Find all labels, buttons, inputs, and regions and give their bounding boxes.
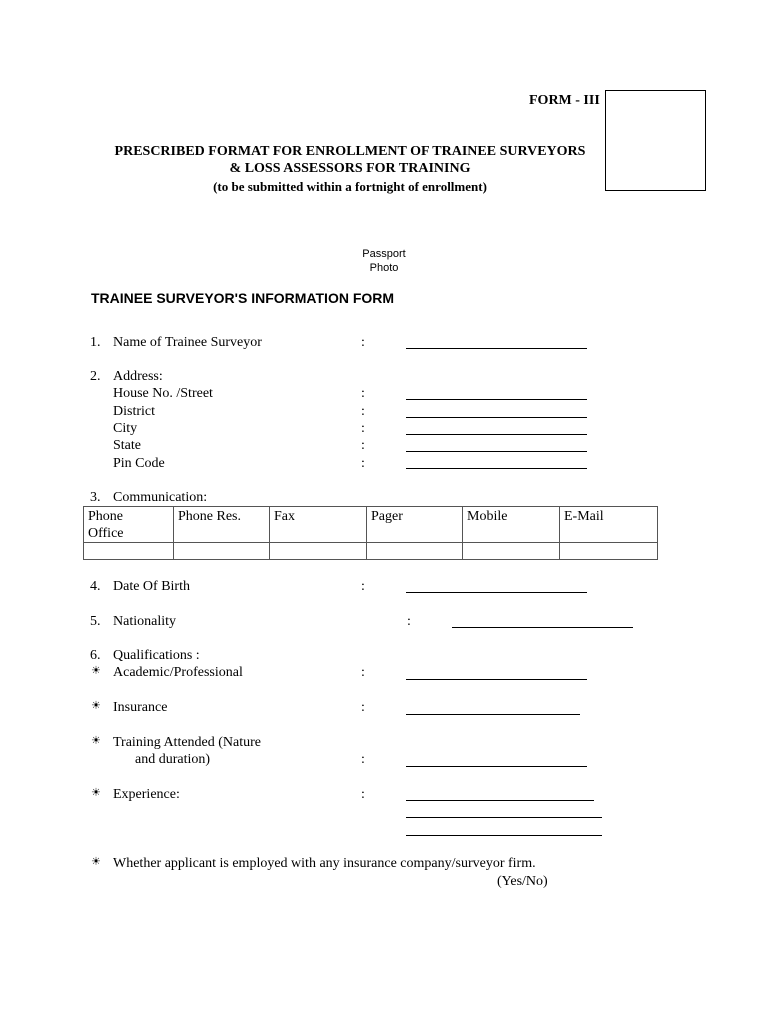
item-number-2: 2. — [90, 369, 101, 384]
yes-no-option[interactable]: (Yes/No) — [497, 874, 548, 889]
name-field[interactable] — [406, 348, 587, 349]
phone-office-cell[interactable] — [84, 543, 174, 560]
experience-field-line2[interactable] — [406, 817, 602, 818]
item-number-4: 4. — [90, 579, 101, 594]
pager-cell[interactable] — [367, 543, 463, 560]
nationality-label: Nationality — [113, 614, 176, 629]
training-label-line2: and duration) — [135, 752, 211, 767]
house-street-label: House No. /Street — [113, 386, 213, 401]
training-field[interactable] — [406, 766, 587, 767]
column-fax: Fax — [270, 507, 367, 543]
phone-res-cell[interactable] — [174, 543, 270, 560]
form-subtitle: (to be submitted within a fortnight of enrollment) — [213, 179, 487, 194]
city-label: City — [113, 421, 138, 436]
bullet-icon: ☀ — [91, 665, 101, 677]
mobile-cell[interactable] — [463, 543, 560, 560]
communication-table — [83, 506, 658, 560]
item-number-5: 5. — [90, 614, 101, 629]
colon: : — [361, 421, 365, 436]
colon: : — [361, 386, 365, 401]
column-phone-res: Phone Res. — [174, 507, 270, 543]
column-pager: Pager — [367, 507, 463, 543]
address-label: Address: — [113, 369, 163, 384]
district-field[interactable] — [406, 417, 587, 418]
insurance-field[interactable] — [406, 714, 580, 715]
qualifications-label: Qualifications : — [113, 648, 200, 663]
colon: : — [361, 752, 365, 767]
academic-field[interactable] — [406, 679, 587, 680]
experience-field-line3[interactable] — [406, 835, 602, 836]
experience-label: Experience: — [113, 787, 180, 802]
colon: : — [361, 404, 365, 419]
table-row — [84, 543, 658, 560]
pin-code-label: Pin Code — [113, 456, 165, 471]
employment-question: Whether applicant is employed with any insurance company/surveyor firm. — [113, 856, 536, 871]
colon: : — [361, 438, 365, 453]
item-number-6: 6. — [90, 648, 101, 663]
name-label: Name of Trainee Surveyor — [113, 335, 262, 350]
email-cell[interactable] — [560, 543, 658, 560]
house-street-field[interactable] — [406, 399, 587, 400]
column-mobile: Mobile — [463, 507, 560, 543]
colon: : — [361, 787, 365, 802]
experience-field-line1[interactable] — [406, 800, 594, 801]
colon: : — [361, 700, 365, 715]
section-title: TRAINEE SURVEYOR'S INFORMATION FORM — [91, 290, 395, 306]
city-field[interactable] — [406, 434, 587, 435]
district-label: District — [113, 404, 155, 419]
academic-label: Academic/Professional — [113, 665, 243, 680]
form-title-line2: & LOSS ASSESSORS FOR TRAINING — [229, 161, 471, 176]
state-label: State — [113, 438, 141, 453]
colon: : — [361, 665, 365, 680]
nationality-field[interactable] — [452, 627, 633, 628]
item-number-1: 1. — [90, 335, 101, 350]
dob-label: Date Of Birth — [113, 579, 190, 594]
colon: : — [361, 456, 365, 471]
column-phone-office: Phone Office — [84, 507, 174, 543]
photo-label-line1: Passport — [362, 248, 406, 260]
insurance-label: Insurance — [113, 700, 168, 715]
colon: : — [407, 614, 411, 629]
communication-label: Communication: — [113, 490, 208, 505]
dob-field[interactable] — [406, 592, 587, 593]
state-field[interactable] — [406, 451, 587, 452]
training-label-line1: Training Attended (Nature — [113, 735, 262, 750]
table-header-row — [84, 507, 658, 543]
fax-cell[interactable] — [270, 543, 367, 560]
bullet-icon: ☀ — [91, 700, 101, 712]
pin-code-field[interactable] — [406, 468, 587, 469]
bullet-icon: ☀ — [91, 856, 101, 868]
bullet-icon: ☀ — [91, 787, 101, 799]
bullet-icon: ☀ — [91, 735, 101, 747]
column-email: E-Mail — [560, 507, 658, 543]
form-number: FORM - III — [529, 93, 600, 108]
form-title-line1: PRESCRIBED FORMAT FOR ENROLLMENT OF TRAINEE SURVEYORS — [114, 144, 586, 159]
colon: : — [361, 579, 365, 594]
colon: : — [361, 335, 365, 350]
photo-label-line2: Photo — [369, 262, 399, 274]
item-number-3: 3. — [90, 490, 101, 505]
